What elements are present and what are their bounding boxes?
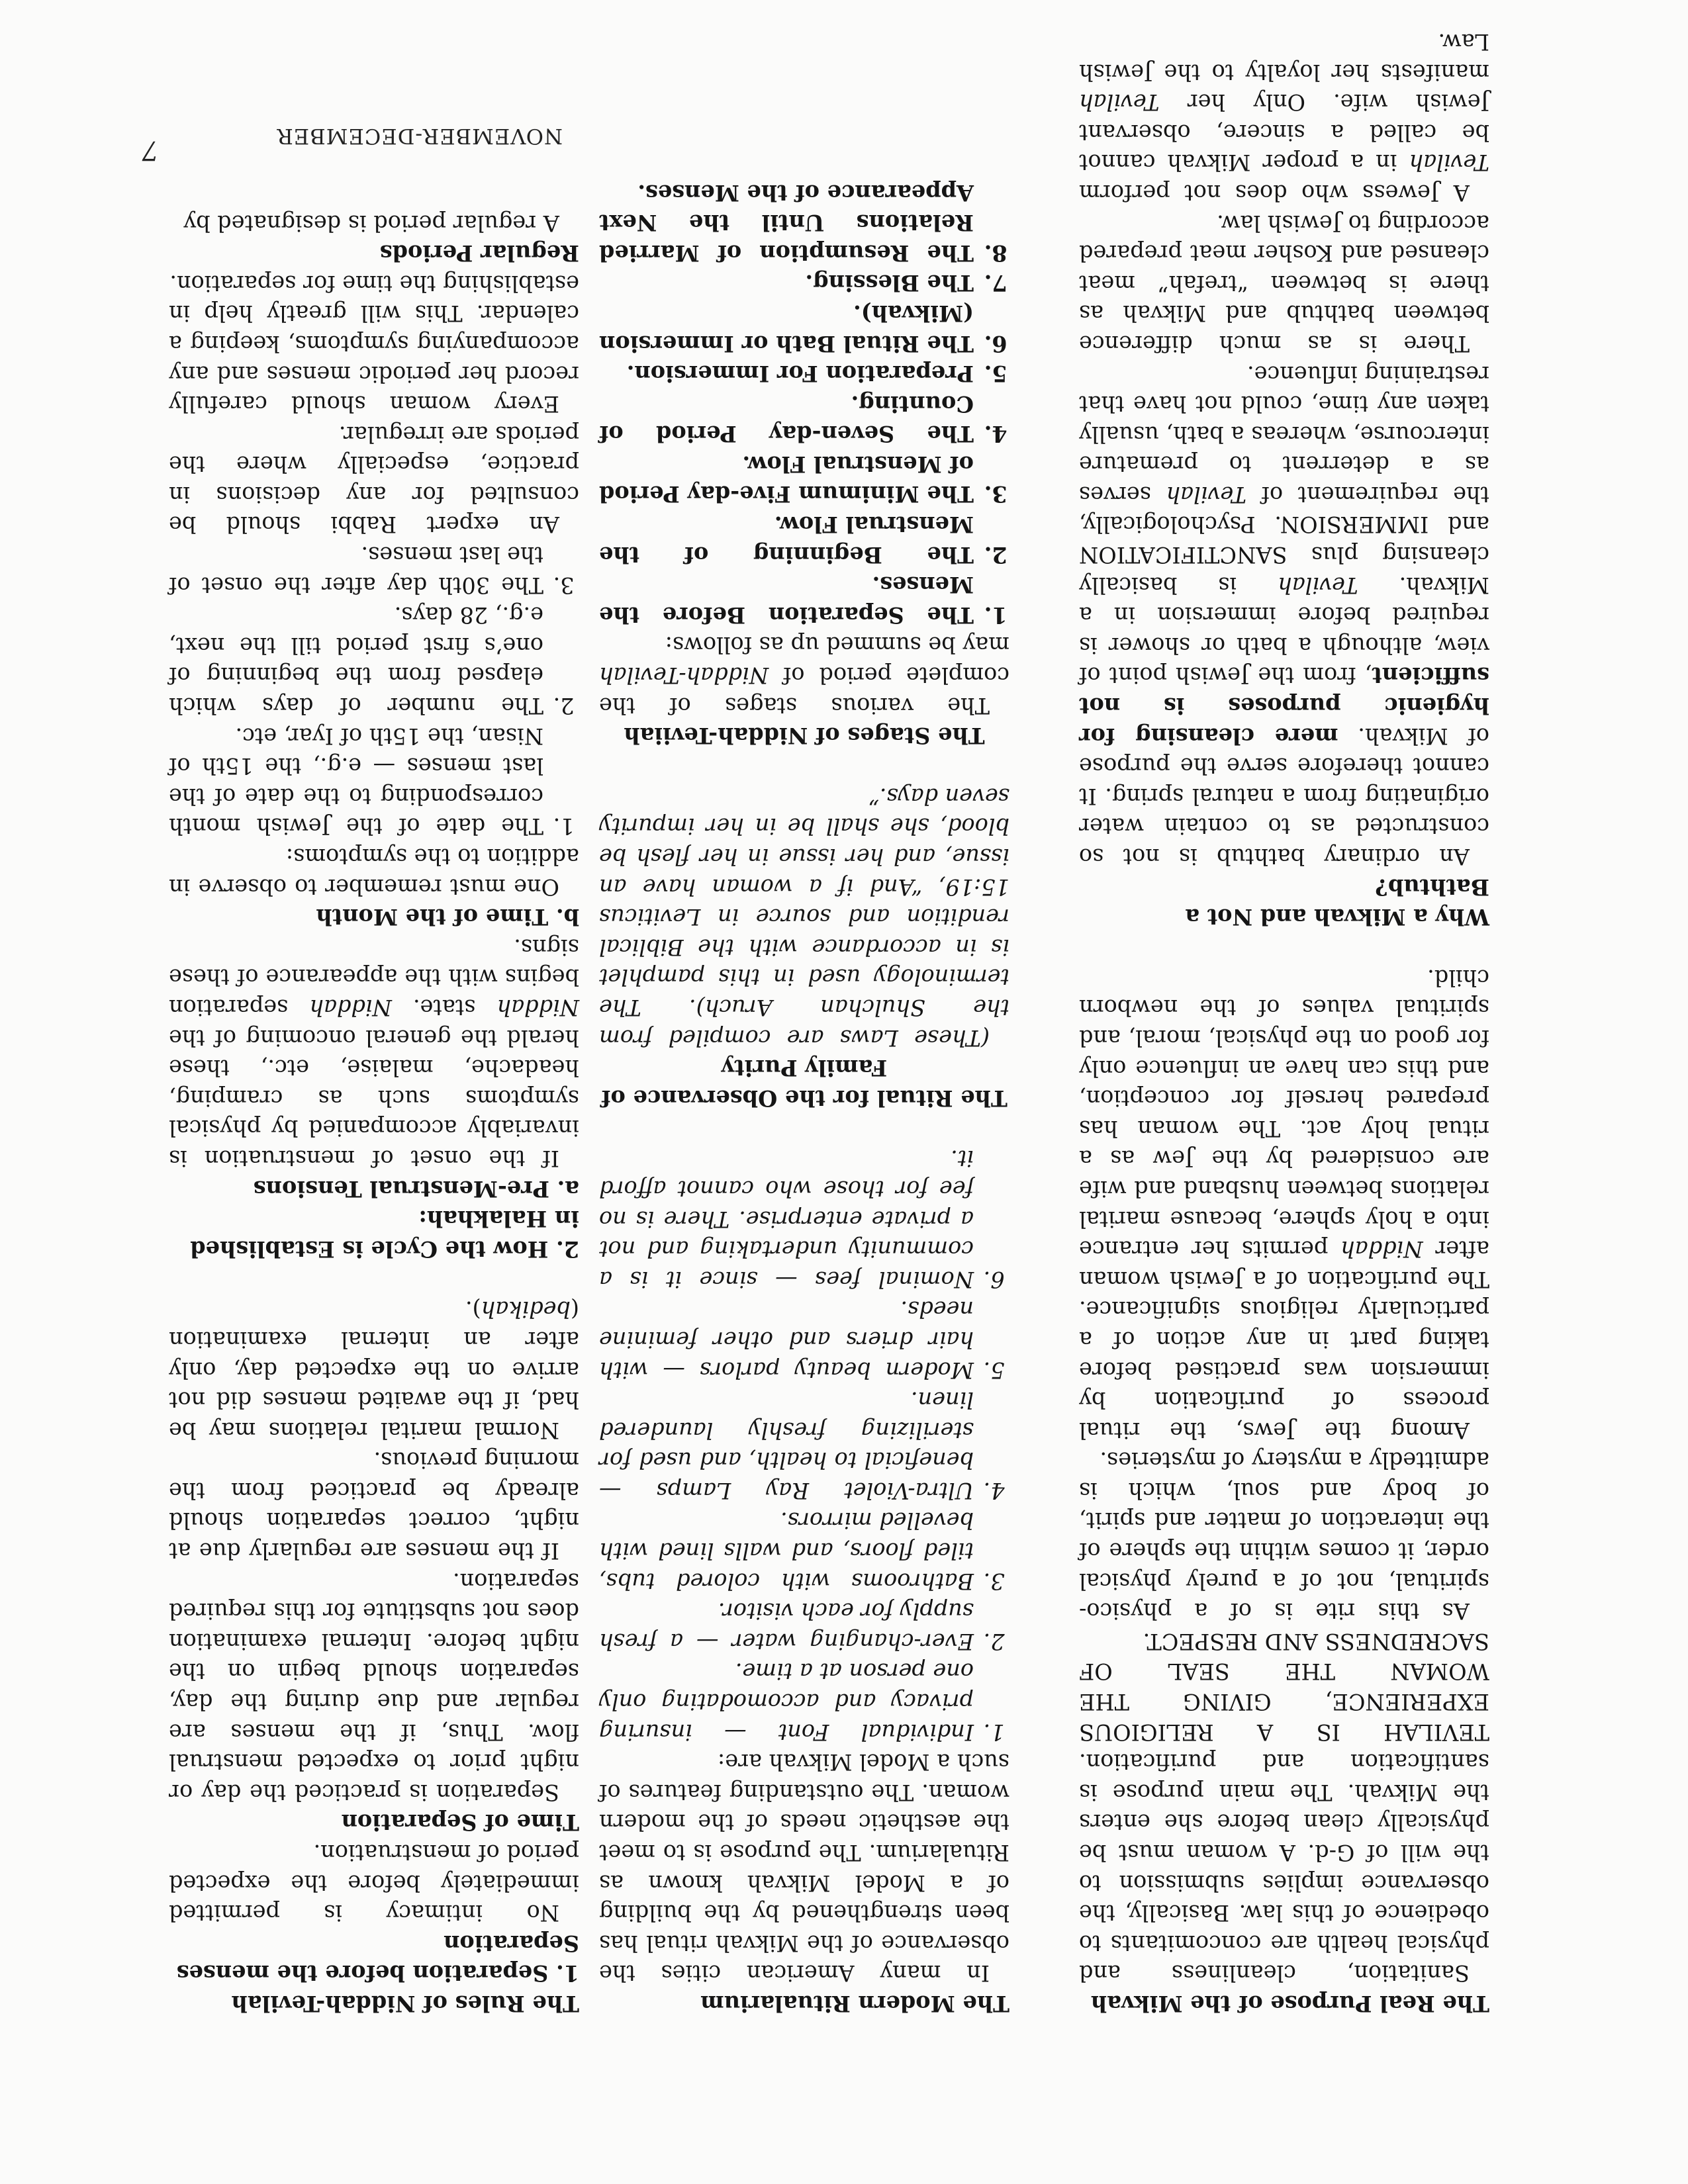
- column-2: [599, 177, 1009, 2019]
- paragraph: A Jewess who does not perform Tevilah in a proper Mikvah cannot be called a sincere, observant Jewish wife. Only her Tevilah manifests her loyalty to the Jewish Law.: [1079, 29, 1489, 206]
- list-item: 8. The Resumption of Married Relations Until the Next Appearance of the Menses.: [599, 177, 976, 268]
- list-item: 4. Ultra-Violet Ray Lamps — beneficial to health, and used for sterilizing freshly laundered linen.: [599, 1385, 976, 1506]
- list-item: 2. The number of days which elapsed from the beginning of one’s first period till the next, e.g., 28 days.: [169, 600, 546, 721]
- column-3: [169, 208, 579, 2019]
- running-head: NOVEMBER-DECEMBER: [276, 124, 563, 149]
- heading-why-mikvah: Why a Mikvah and Not a Bathtub?: [1185, 874, 1489, 931]
- list-item: 6. Nominal fees — since it is a community undertaking and not a private enterprise. There is no fee for those who cannot afford it.: [599, 1144, 976, 1295]
- subheading: Regular Periods: [379, 240, 579, 267]
- heading-cycle: 2. How the Cycle is Established in Halakhah:: [190, 1206, 579, 1262]
- list-item: 5. Preparation For Immersion.: [599, 359, 976, 389]
- list-item: 1. The Separation Before the Menses.: [599, 570, 976, 630]
- paragraph: Sanitation, cleanliness and physical health are concomitants to obedience of this law. Basically, the observance implies submission to the will of G-d. A woman must be physically clean before she enters the Mikvah. The main purpose is santification and purification. TEVILAH IS A RELIGIOUS EXPERIENCE, GIVING THE WOMAN THE SEAL OF SACREDNESS AND RESPECT.: [1079, 1628, 1489, 1987]
- paragraph: Normal marital relations may be had, if the awaited menses did not arrive on the expected day, only after an internal examination (bedikah).: [169, 1297, 579, 1443]
- list-item: 4. The Seven-day Period of Counting.: [599, 388, 976, 449]
- heading-ritual-observance: The Ritual for the Observance of Family Purity: [601, 1055, 1008, 1111]
- paragraph: An expert Rabbi should be consulted for any decisions in practice, especially where the periods are irregular.: [169, 421, 579, 538]
- paragraph: There is as much difference between bathtub and Mikvah as there is between “trefah” meat cleansed and Kosher meat prepared according to Jewish law.: [1079, 210, 1489, 357]
- paragraph: No intimacy is permitted immediately before the expected period of menstruation.: [169, 1840, 579, 1927]
- paragraph: Every woman should carefully record her periodic menses and any accompanying symptoms, keeping a calendar. This will greatly help in establishing the time for separation.: [169, 270, 579, 418]
- paragraph: A regular period is designated by: [183, 210, 559, 236]
- list-item: 3. Bathrooms with colored tubs, tiled floors, and walls lined with bevelled mirrors.: [599, 1506, 976, 1596]
- list-item: 5. Modern beauty parlors — with hair driers and other feminine needs.: [599, 1295, 976, 1385]
- heading-real-purpose: The Real Purpose of the Mikvah: [1090, 1991, 1489, 2017]
- subheading: Separation: [444, 1930, 579, 1956]
- list-item: 7. The Blessing.: [599, 268, 976, 298]
- month-list: [169, 540, 579, 842]
- list-item: 2. The Beginning of the Menstrual Flow.: [599, 510, 976, 570]
- heading-stages: The Stages of Niddah-Teviiah: [624, 723, 985, 749]
- list-item: 3. The Minimum Five-day Period of Menstrual Flow.: [599, 449, 976, 509]
- list-item: 2. Ever-changing water — a fresh supply for each visitor.: [599, 1596, 976, 1657]
- list-item: 6. The Ritual Bath or Immersion (Mikvah).: [599, 298, 976, 358]
- heading-modern-ritualarium: The Modern Ritualarium: [700, 1991, 1009, 2017]
- paragraph: (These Laws are compiled from the Shulchan Aruch). The terminology used in this pamphlet is in accordance with the Biblical rendition and source in Leviticus 15:19, “And if a woman have an issue, and her issue in her flesh be blood, she shall be in her impurity seven days.”: [599, 783, 1009, 1051]
- heading-rules: The Rules of Niddah-Tevilah: [231, 1991, 579, 2017]
- subheading: a. Pre-Menstrual Tensions: [253, 1175, 579, 1202]
- subheading: 1. Separation before the menses: [176, 1960, 579, 1987]
- paragraph: The various stages of the complete period of Niddah-Tevilah may be summed up as follows:: [599, 632, 1009, 719]
- feature-list: [599, 1144, 1009, 1747]
- paragraph: One must remember to observe in addition to the symptoms:: [169, 844, 579, 900]
- paragraph: An ordinary bathtub is not so constructed as to contain water originating from a natural spring. It cannot therefore serve the purpose of Mikvah. mere cleansing for hygienic purposes is not sufficient, from the Jewish point of view, although a bath or shower is required before immersion in a Mikvah. Tevilah is basically cleansing plus SANCTIFICATION and IMMERSION. Psychologically, the requirement of Tevilah serves as a deterrent to premature intercourse, whereas a bath, usually taken any time, could not have that restraining influence.: [1078, 361, 1489, 870]
- stages-list: [599, 177, 1009, 630]
- paragraph: If the menses are regularly due at night, correct separation should already be practiced from the morning previous.: [169, 1447, 579, 1565]
- page-number: 7: [142, 135, 159, 165]
- paragraph: If the onset of menstruation is invariably accompanied by physical symptoms such as cramping, headache, malaise, etc., these herald the general oncoming of the Niddah state. Niddah separation begins with the appearance of these signs.: [169, 934, 579, 1171]
- list-item: 3. The 30th day after the onset of the last menses.: [169, 540, 546, 600]
- subheading: b. Time of the Month: [316, 904, 579, 931]
- column-1: [1079, 26, 1489, 2019]
- list-item: 1. Individual Font — insuring privacy and accomodating only one person at a time.: [599, 1657, 976, 1747]
- list-item: 1. The date of the Jewish month corresponding to the date of the last menses — e.g., the 15th of Nisan, the 15th of Iyar, etc.: [169, 721, 546, 841]
- paragraph: Separation is practiced the day or night prior to expected menstrual flow. Thus, if the menses are regular and due during the day, separation should begin on the night before. Internal examination does not substitute for this required separation.: [169, 1568, 579, 1805]
- paragraph: As this rite is of a physico-spiritual, not of a purely physical order, it comes within the sphere of the interaction of matter and spirit, of body and soul, which is admittedly a mystery of mysteries.: [1079, 1447, 1489, 1625]
- paragraph: Among the Jews, the ritual process of purification by immersion was practised before taking part in any action of a particularly religious significance. The purification of a Jewish woman after Niddah permits her entrance into a holy sphere, because marital relations between husband and wife are considered by the Jew as a ritual holy act. The woman has prepared herself for conception, and this can have an influence only for good on the physical, moral, and spiritual values of the newborn child.: [1078, 964, 1489, 1443]
- paragraph: In many American cities the observance of the Mikvah ritual has been strengthened by the building of a Model Mikvah known as Ritualarium. The purpose is to meet the aesthetic needs of the modern woman. The outstanding features of such a Model Mikvah are:: [599, 1749, 1009, 1987]
- subheading: Time of Separation: [341, 1809, 579, 1836]
